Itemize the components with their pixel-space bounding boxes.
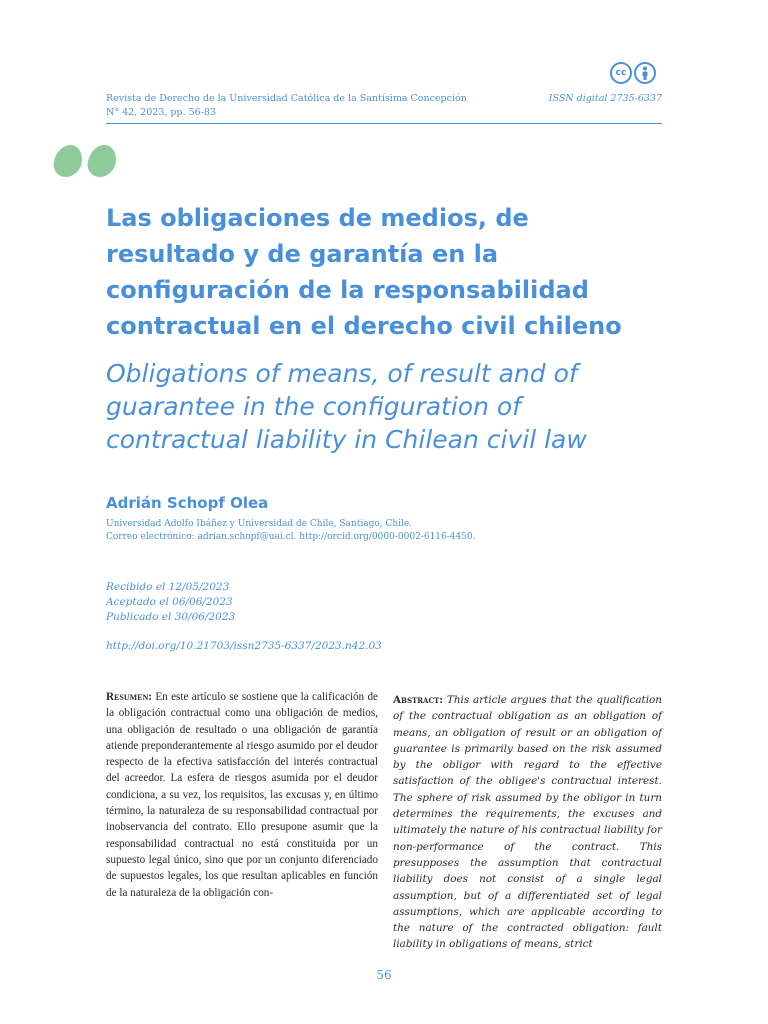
author-name: Adrián Schopf Olea [106, 494, 269, 512]
journal-info [106, 92, 467, 120]
published-date: Publicado el 30/06/2023 [106, 611, 236, 623]
abstract-text: En este artículo se sostiene que la calificación de la obligación contractual como una obligación de medios, una obligación de resultado o una obligación de garantía atiende preponderantemente al riesgo asumido por el deudor respecto de la efectiva satisfacción del interés contractual del acreedor. La esfera de riesgos asumida por el deudor condiciona, a su vez, los requisitos, las excusas y, en último término, la naturaleza de su responsabilidad contractual por inobservancia del contrato. Ello presupone asumir que la responsabilidad contractual no está constituida por un supuesto legal único, sino que por un conjunto diferenciado de supuestos legales, los que resultan aplicables en función de la naturaleza de la obligación con- [106, 691, 379, 899]
license-badge[interactable] [610, 62, 656, 84]
doi-link[interactable]: http://doi.org/10.21703/issn2735-6337/2023.n42.03 [106, 640, 382, 652]
abstract-label: Resumen: [106, 691, 153, 703]
page-number: 56 [376, 968, 392, 982]
issue-info: N° 42, 2023, pp. 56-83 [106, 107, 217, 118]
affiliation: Universidad Adolfo Ibáñez y Universidad de Chile, Santiago, Chile. [106, 519, 413, 529]
by-icon [634, 62, 656, 84]
abstract-text: This article argues that the qualification of the contractual obligation as an obligation of means, an obligation of result or an obligation of guarantee is primarily based on the risk assumed by the obligor with regard to the effective satisfaction of the obligee's contractual interest. The sphere of risk assumed by the obligor in turn determines the requirements, the excuses and ultimately the nature of his contractual liability for non-performance of the contract. This presupposes the assumption that contractual liability does not consist of a single legal assumption, but of a differentiated set of legal assumptions, which are applicable according to the nature of the contracted obligation: fault liability in obligations of means, strict [393, 694, 662, 951]
received-date: Recibido el 12/05/2023 [106, 581, 230, 593]
issn: ISSN digital 2735-6337 [548, 93, 662, 104]
abstract-spanish [106, 689, 378, 901]
header-rule [106, 123, 662, 124]
cc-icon: cc [610, 62, 632, 84]
title-spanish: Las obligaciones de medios, de resultado y de garantía en la configuración de la responsabilidad contractual en el derecho civil chileno [106, 204, 622, 340]
dates [106, 580, 235, 625]
quote-mark-icon [54, 145, 116, 177]
journal-name: Revista de Derecho de la Universidad Católica de la Santísima Concepción [106, 93, 467, 104]
author-affiliation [106, 518, 476, 544]
abstract-english [393, 692, 662, 953]
accepted-date: Aceptado el 06/06/2023 [106, 596, 233, 608]
contact[interactable]: Correo electrónico: adrian.schopf@uai.cl. http://orcid.org/0000-0002-6116-4450. [106, 532, 476, 542]
title-english: Obligations of means, of result and of guarantee in the configuration of contractual liability in Chilean civil law [106, 359, 587, 454]
abstract-label: Abstract: [393, 694, 444, 706]
